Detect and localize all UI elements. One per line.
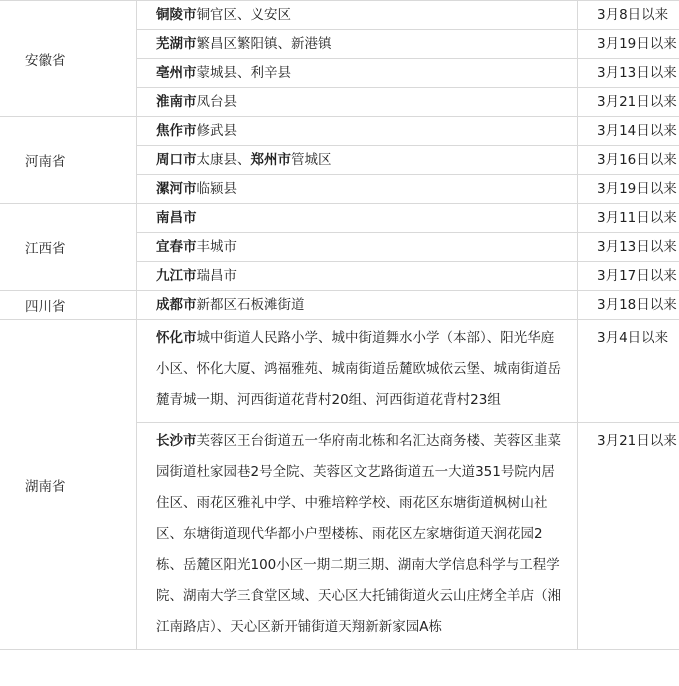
table-row bbox=[0, 117, 679, 146]
city-name: 铜陵市 bbox=[156, 7, 197, 23]
city-name: 宜春市 bbox=[156, 239, 197, 255]
district-text: 管城区 bbox=[291, 152, 332, 168]
area-cell bbox=[137, 291, 578, 320]
date-cell bbox=[578, 291, 679, 320]
district-text: 新都区石板滩街道 bbox=[196, 297, 305, 313]
city-name: 芜湖市 bbox=[156, 36, 197, 52]
city-name: 九江市 bbox=[156, 268, 197, 284]
date-cell bbox=[578, 320, 679, 423]
district-text: 蒙城县、利辛县 bbox=[196, 65, 291, 81]
date-cell bbox=[578, 88, 679, 117]
date-text: 3月14日以来 bbox=[597, 123, 677, 139]
date-text: 3月19日以来 bbox=[597, 181, 677, 197]
area-cell bbox=[137, 30, 578, 59]
district-text: 丰城市 bbox=[196, 239, 237, 255]
province-cell bbox=[0, 291, 137, 320]
province-cell bbox=[0, 1, 137, 117]
area-cell bbox=[137, 175, 578, 204]
date-cell bbox=[578, 262, 679, 291]
province-label: 湖南省 bbox=[25, 478, 66, 495]
date-cell bbox=[578, 1, 679, 30]
date-cell bbox=[578, 117, 679, 146]
province-label: 河南省 bbox=[25, 154, 66, 170]
city-name: 周口市 bbox=[156, 152, 197, 168]
date-text: 3月21日以来 bbox=[597, 94, 677, 110]
province-label: 安徽省 bbox=[25, 52, 66, 69]
table-row bbox=[0, 204, 679, 233]
city-name: 郑州市 bbox=[250, 152, 291, 168]
date-cell bbox=[578, 175, 679, 204]
date-cell bbox=[578, 146, 679, 175]
city-name: 淮南市 bbox=[156, 94, 197, 110]
province-cell bbox=[0, 117, 137, 204]
table-row bbox=[0, 291, 679, 320]
city-name: 长沙市 bbox=[156, 433, 197, 449]
date-cell bbox=[578, 204, 679, 233]
district-text: 城中街道人民路小学、城中街道舞水小学（本部）、阳光华庭小区、怀化大厦、鸿福雅苑、城南街道岳麓欧城依云堡、城南街道岳麓青城一期、河西街道花背村20组、河西街道花背村23组 bbox=[156, 330, 561, 408]
area-cell bbox=[137, 146, 578, 175]
date-text: 3月21日以来 bbox=[597, 433, 677, 449]
province-cell bbox=[0, 320, 137, 650]
date-text: 3月13日以来 bbox=[597, 65, 677, 81]
date-text: 3月8日以来 bbox=[597, 7, 669, 23]
district-text: 芙蓉区王台街道五一华府南北栋和名汇达商务楼、芙蓉区韭菜园街道杜家园巷2号全院、芙蓉区文艺路街道五一大道351号院内居住区、雨花区雅礼中学、中雅培粹学校、雨花区东塘街道枫树山社区、东塘街道现代华都小户型楼栋、雨花区左家塘街道天润花园2栋、岳麓区阳光100小区一期二期三期、湖南大学信息科学与工程学院、湖南大学三食堂区域、天心区大托铺街道火云山庄烤全羊店（湘江南路店）、天心区新开铺街道天翔新新家园A栋 bbox=[156, 433, 561, 635]
province-cell bbox=[0, 204, 137, 291]
area-cell bbox=[137, 117, 578, 146]
date-text: 3月17日以来 bbox=[597, 268, 677, 284]
city-name: 漯河市 bbox=[156, 181, 197, 197]
district-text: 繁昌区繁阳镇、新港镇 bbox=[196, 36, 332, 52]
date-text: 3月11日以来 bbox=[597, 210, 677, 226]
area-cell bbox=[137, 262, 578, 291]
date-text: 3月19日以来 bbox=[597, 36, 677, 52]
district-text: 凤台县 bbox=[196, 94, 237, 110]
city-name: 亳州市 bbox=[156, 65, 197, 81]
area-cell bbox=[137, 59, 578, 88]
province-label: 四川省 bbox=[25, 299, 66, 315]
district-text: 修武县 bbox=[196, 123, 237, 139]
date-text: 3月13日以来 bbox=[597, 239, 677, 255]
date-cell bbox=[578, 423, 679, 650]
date-cell bbox=[578, 59, 679, 88]
district-text: 铜官区、义安区 bbox=[196, 7, 291, 23]
city-name: 怀化市 bbox=[156, 330, 197, 346]
district-text: 瑞昌市 bbox=[196, 268, 237, 284]
area-cell bbox=[137, 1, 578, 30]
date-text: 3月16日以来 bbox=[597, 152, 677, 168]
date-text: 3月4日以来 bbox=[597, 330, 669, 346]
city-name: 焦作市 bbox=[156, 123, 197, 139]
date-cell bbox=[578, 30, 679, 59]
area-cell bbox=[137, 204, 578, 233]
date-cell bbox=[578, 233, 679, 262]
district-text: 临颍县 bbox=[196, 181, 237, 197]
city-name: 南昌市 bbox=[156, 210, 197, 226]
table-row bbox=[0, 320, 679, 423]
area-cell bbox=[137, 88, 578, 117]
district-text: 太康县、 bbox=[196, 152, 251, 168]
area-cell bbox=[137, 320, 578, 423]
area-cell bbox=[137, 423, 578, 650]
province-label: 江西省 bbox=[25, 241, 66, 257]
table-row bbox=[0, 1, 679, 30]
area-cell bbox=[137, 233, 578, 262]
date-text: 3月18日以来 bbox=[597, 297, 677, 313]
city-name: 成都市 bbox=[156, 297, 197, 313]
